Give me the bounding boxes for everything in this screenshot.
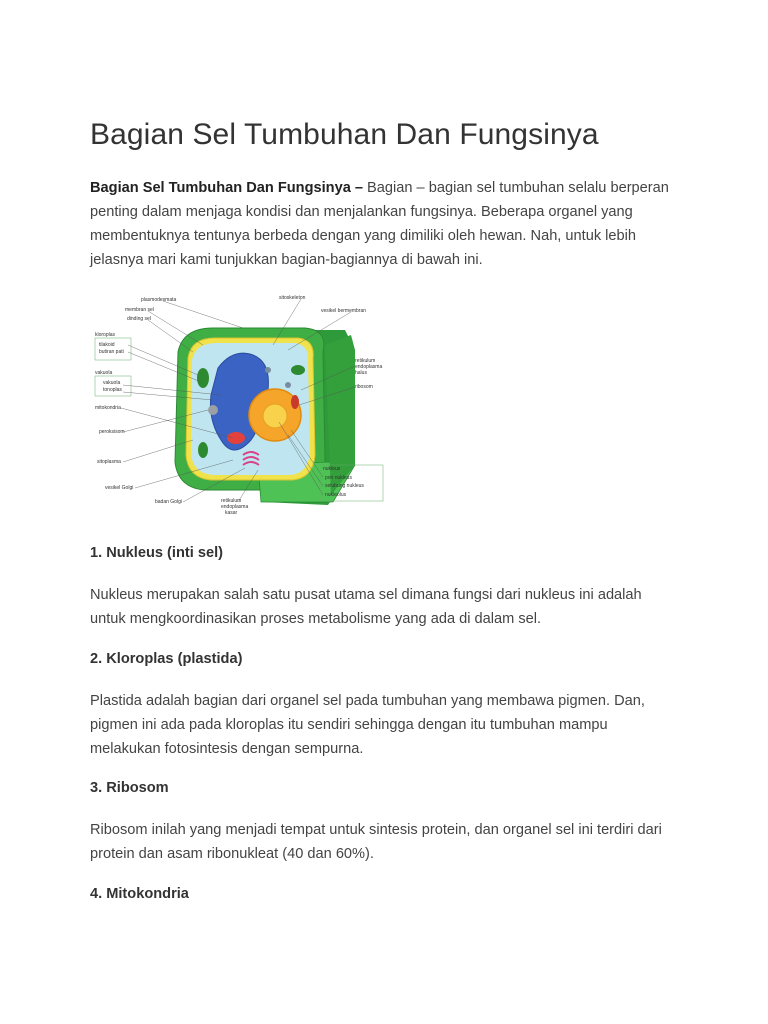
label-membran-sel: membran sel	[125, 307, 154, 313]
nucleolus-shape	[263, 404, 287, 428]
label-selubung-nukleus: selubung nukleus	[325, 483, 364, 489]
label-mitokondria: mitokondria	[95, 405, 121, 411]
peroxisome-shape	[208, 405, 218, 415]
chloroplast-2	[291, 365, 305, 375]
label-tonoplas: tonoplas	[103, 387, 122, 393]
label-retikulum-halus-3: halus	[355, 370, 367, 376]
section-text-3: Ribosom inilah yang menjadi tempat untuk sintesis protein, dan organel sel ini terdiri dari protein dan asam ribonukleat (40 dan 60%).	[90, 822, 662, 862]
plant-cell-diagram	[93, 290, 393, 525]
label-peroksisom: peroksisom	[99, 429, 125, 435]
label-dinding-sel: dinding sel	[127, 316, 151, 322]
chloroplast-1	[197, 368, 209, 388]
page-title: Bagian Sel Tumbuhan Dan Fungsinya	[90, 118, 599, 151]
label-tilakoid: tilakoid	[99, 342, 115, 348]
section-text-2: Plastida adalah bagian dari organel sel pada tumbuhan yang membawa pigmen. Dan, pigmen ini ada pada kloroplas itu sendiri sehingga dengan itu tumbuhan mampu melakukan fotosintesis dengan sempurna.	[90, 693, 645, 757]
label-retikulum-kasar-2: endoplasma	[221, 504, 249, 510]
chloroplast-3	[198, 442, 208, 458]
label-sitoplasma: sitoplasma	[97, 459, 121, 465]
section-heading-1: 1. Nukleus (inti sel)	[90, 545, 223, 561]
label-kloroplas: kloroplas	[95, 332, 116, 338]
label-vakuola: vakuola	[103, 380, 121, 386]
label-vakuola-group: vakuola	[95, 370, 113, 376]
small-vesicle-2	[285, 382, 291, 388]
intro-text: Bagian – bagian sel tumbuhan selalu berperan penting dalam menjaga kondisi dan menjalankan fungsinya. Beberapa organel yang membentuknya tentunya berbeda dengan yang dimiliki oleh hewan. Nah, untuk lebih jelasnya mari kami tunjukkan bagian-bagiannya di bawah ini.	[90, 180, 669, 268]
label-retikulum-kasar-3: kasar	[225, 510, 238, 516]
label-sitoskeleton: sitoskeleton	[279, 295, 306, 301]
label-badan-golgi: badan Golgi	[155, 499, 182, 505]
label-plasmodesmata: plasmodesmata	[141, 297, 177, 303]
label-vesikel-membran: vesikel bermembran	[321, 308, 367, 314]
small-vesicle	[265, 367, 271, 373]
section-text-1: Nukleus merupakan salah satu pusat utama sel dimana fungsi dari nukleus ini adalah untuk mengkoordinasikan proses metabolisme yang ada di dalam sel.	[90, 587, 642, 627]
mitochondria-shape-2	[291, 395, 299, 409]
label-butiran-pati: butiran pati	[99, 349, 124, 355]
section-heading-2: 2. Kloroplas (plastida)	[90, 651, 243, 667]
label-vesikel-golgi: vesikel Golgi	[105, 485, 134, 491]
label-nukleolus: nukleolus	[325, 492, 347, 498]
intro-paragraph	[90, 176, 680, 272]
intro-bold: Bagian Sel Tumbuhan Dan Fungsinya –	[90, 180, 363, 196]
section-heading-3: 3. Ribosom	[90, 780, 169, 796]
label-retikulum-kasar-1: retikulum	[221, 498, 242, 504]
section-heading-4: 4. Mitokondria	[90, 886, 189, 902]
mitochondria-shape	[227, 432, 245, 444]
label-pori-nukleus: pori nukleus	[325, 475, 352, 481]
label-ribosom: ribosom	[355, 384, 373, 390]
label-nukleus: nukleus	[323, 466, 341, 472]
label-retikulum-halus-1: retikulum	[355, 358, 376, 364]
vakuola-box	[95, 376, 131, 396]
label-retikulum-halus-2: endoplasma	[355, 364, 383, 370]
